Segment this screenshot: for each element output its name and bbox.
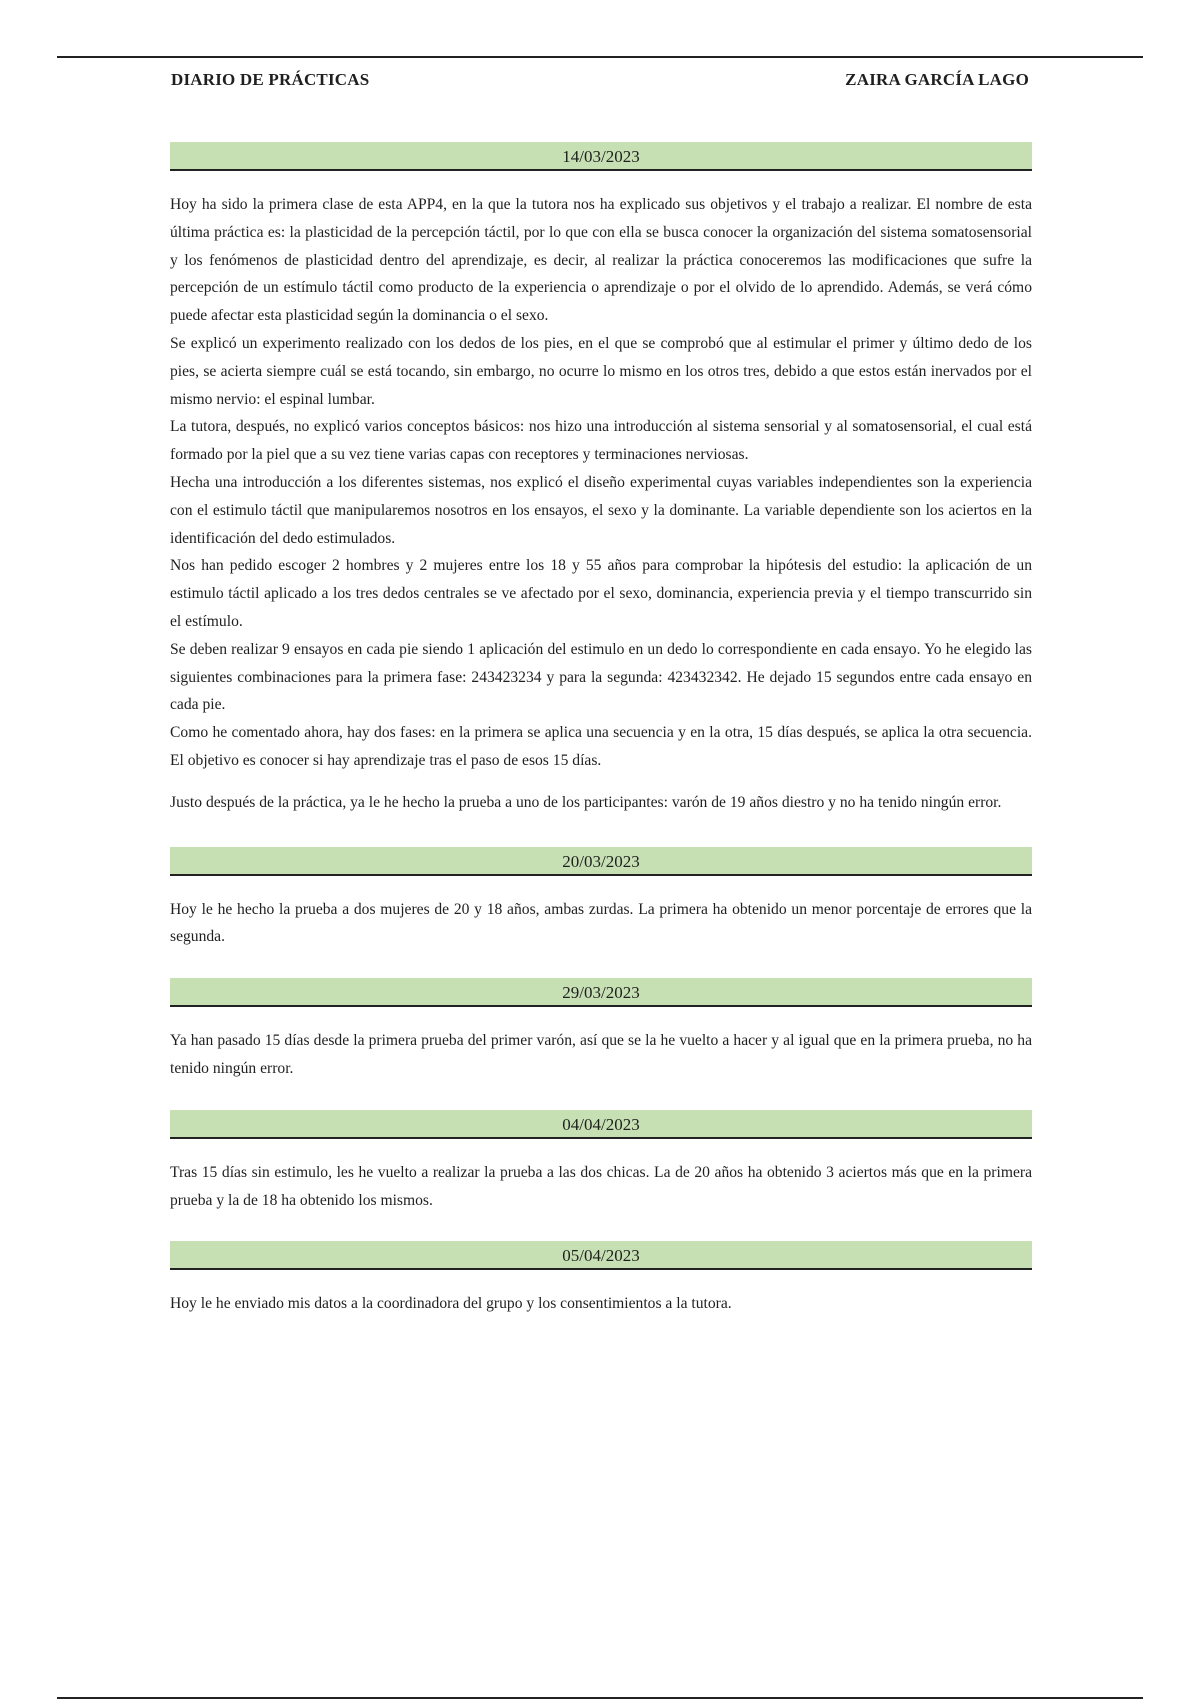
entry-paragraph: Se explicó un experimento realizado con los dedos de los pies, en el que se comprobó que al estimular el primer y último dedo de los pies, se acierta siempre cuál se está tocando, sin embargo, no ocurre lo mismo en los otros tres, debido a que estos están inervados por el mismo nervio: el espinal lumbar. [170, 334, 1032, 408]
entry-date-bar: 05/04/2023 [170, 1241, 1032, 1270]
entry-paragraph: Justo después de la práctica, ya le he hecho la prueba a uno de los participantes: varón de 19 años diestro y no ha tenido ningún error. [170, 793, 1002, 811]
entry-paragraph: Hoy le he hecho la prueba a dos mujeres de 20 y 18 años, ambas zurdas. La primera ha obtenido un menor porcentaje de errores que la segunda. [170, 900, 1032, 946]
header-title: DIARIO DE PRÁCTICAS [171, 70, 370, 89]
diary-content [170, 142, 1032, 1318]
entry-body [170, 1159, 1032, 1215]
entry-paragraph: Como he comentado ahora, hay dos fases: en la primera se aplica una secuencia y en la otra, 15 días después, se aplica la otra secuencia. El objetivo es conocer si hay aprendizaje tras el paso de esos 15 días. [170, 724, 1032, 769]
entry-body [170, 1027, 1032, 1083]
footer-rule [57, 1697, 1143, 1699]
entry-body [170, 896, 1032, 952]
entry-spacer [170, 817, 1032, 847]
header-rule [57, 56, 1143, 58]
entry-spacer [170, 1214, 1032, 1241]
entry-paragraph: Hoy ha sido la primera clase de esta APP4, en la que la tutora nos ha explicado sus objetivos y el trabajo a realizar. El nombre de esta última práctica es: la plasticidad de la percepción táctil, por lo que con ella se busca conocer la organización del sistema somatosensorial y los fenómenos de plasticidad dentro del aprendizaje, es decir, al realizar la práctica conoceremos las modificaciones que sufre la percepción de un estímulo táctil como producto de la experiencia o aprendizaje o por el olvido de lo aprendido. Además, se verá cómo puede afectar esta plasticidad según la dominancia o el sexo. [170, 196, 1032, 325]
entry-date-bar: 14/03/2023 [170, 142, 1032, 171]
entry-paragraph: Ya han pasado 15 días desde la primera prueba del primer varón, así que se la he vuelto a hacer y al igual que en la primera prueba, no ha tenido ningún error. [170, 1032, 1032, 1077]
entry-paragraph: Hoy le he enviado mis datos a la coordinadora del grupo y los consentimientos a la tutora. [170, 1295, 732, 1313]
entry-body [170, 191, 1032, 817]
page-header [171, 70, 1029, 90]
entry-spacer [170, 1083, 1032, 1110]
entry-paragraph: La tutora, después, no explicó varios conceptos básicos: nos hizo una introducción al sistema sensorial y al somatosensorial, el cual está formado por la piel que a su vez tiene varias capas con receptores y terminaciones nerviosas. [170, 418, 1032, 464]
entry-paragraph: Nos han pedido escoger 2 hombres y 2 mujeres entre los 18 y 55 años para comprobar la hipótesis del estudio: la aplicación de un estimulo táctil aplicado a los tres dedos centrales se ve afectado por el sexo, dominancia, experiencia previa y el tiempo transcurrido sin el estímulo. [170, 557, 1032, 630]
entry-paragraph: Se deben realizar 9 ensayos en cada pie siendo 1 aplicación del estimulo en un dedo lo correspondiente en cada ensayo. Yo he elegido las siguientes combinaciones para la primera fase: 243423234 y para la segunda: 423432342. He dejado 15 segundos entre cada ensayo en cada pie. [170, 640, 1032, 714]
entry-date-bar: 20/03/2023 [170, 847, 1032, 876]
entry-date-bar: 29/03/2023 [170, 978, 1032, 1007]
entry-date-bar: 04/04/2023 [170, 1110, 1032, 1139]
header-author: ZAIRA GARCÍA LAGO [845, 70, 1029, 89]
entry-paragraph: Hecha una introducción a los diferentes sistemas, nos explicó el diseño experimental cuyas variables independientes son la experiencia con el estimulo táctil que manipularemos nosotros en los ensayos, el sexo y la dominante. La variable dependiente son los aciertos en la identificación del dedo estimulados. [170, 473, 1032, 547]
entry-paragraph: Tras 15 días sin estimulo, les he vuelto a realizar la prueba a las dos chicas. La de 20 años ha obtenido 3 aciertos más que en la primera prueba y la de 18 ha obtenido los mismos. [170, 1163, 1032, 1209]
entry-spacer [170, 951, 1032, 978]
entry-body [170, 1290, 1032, 1318]
